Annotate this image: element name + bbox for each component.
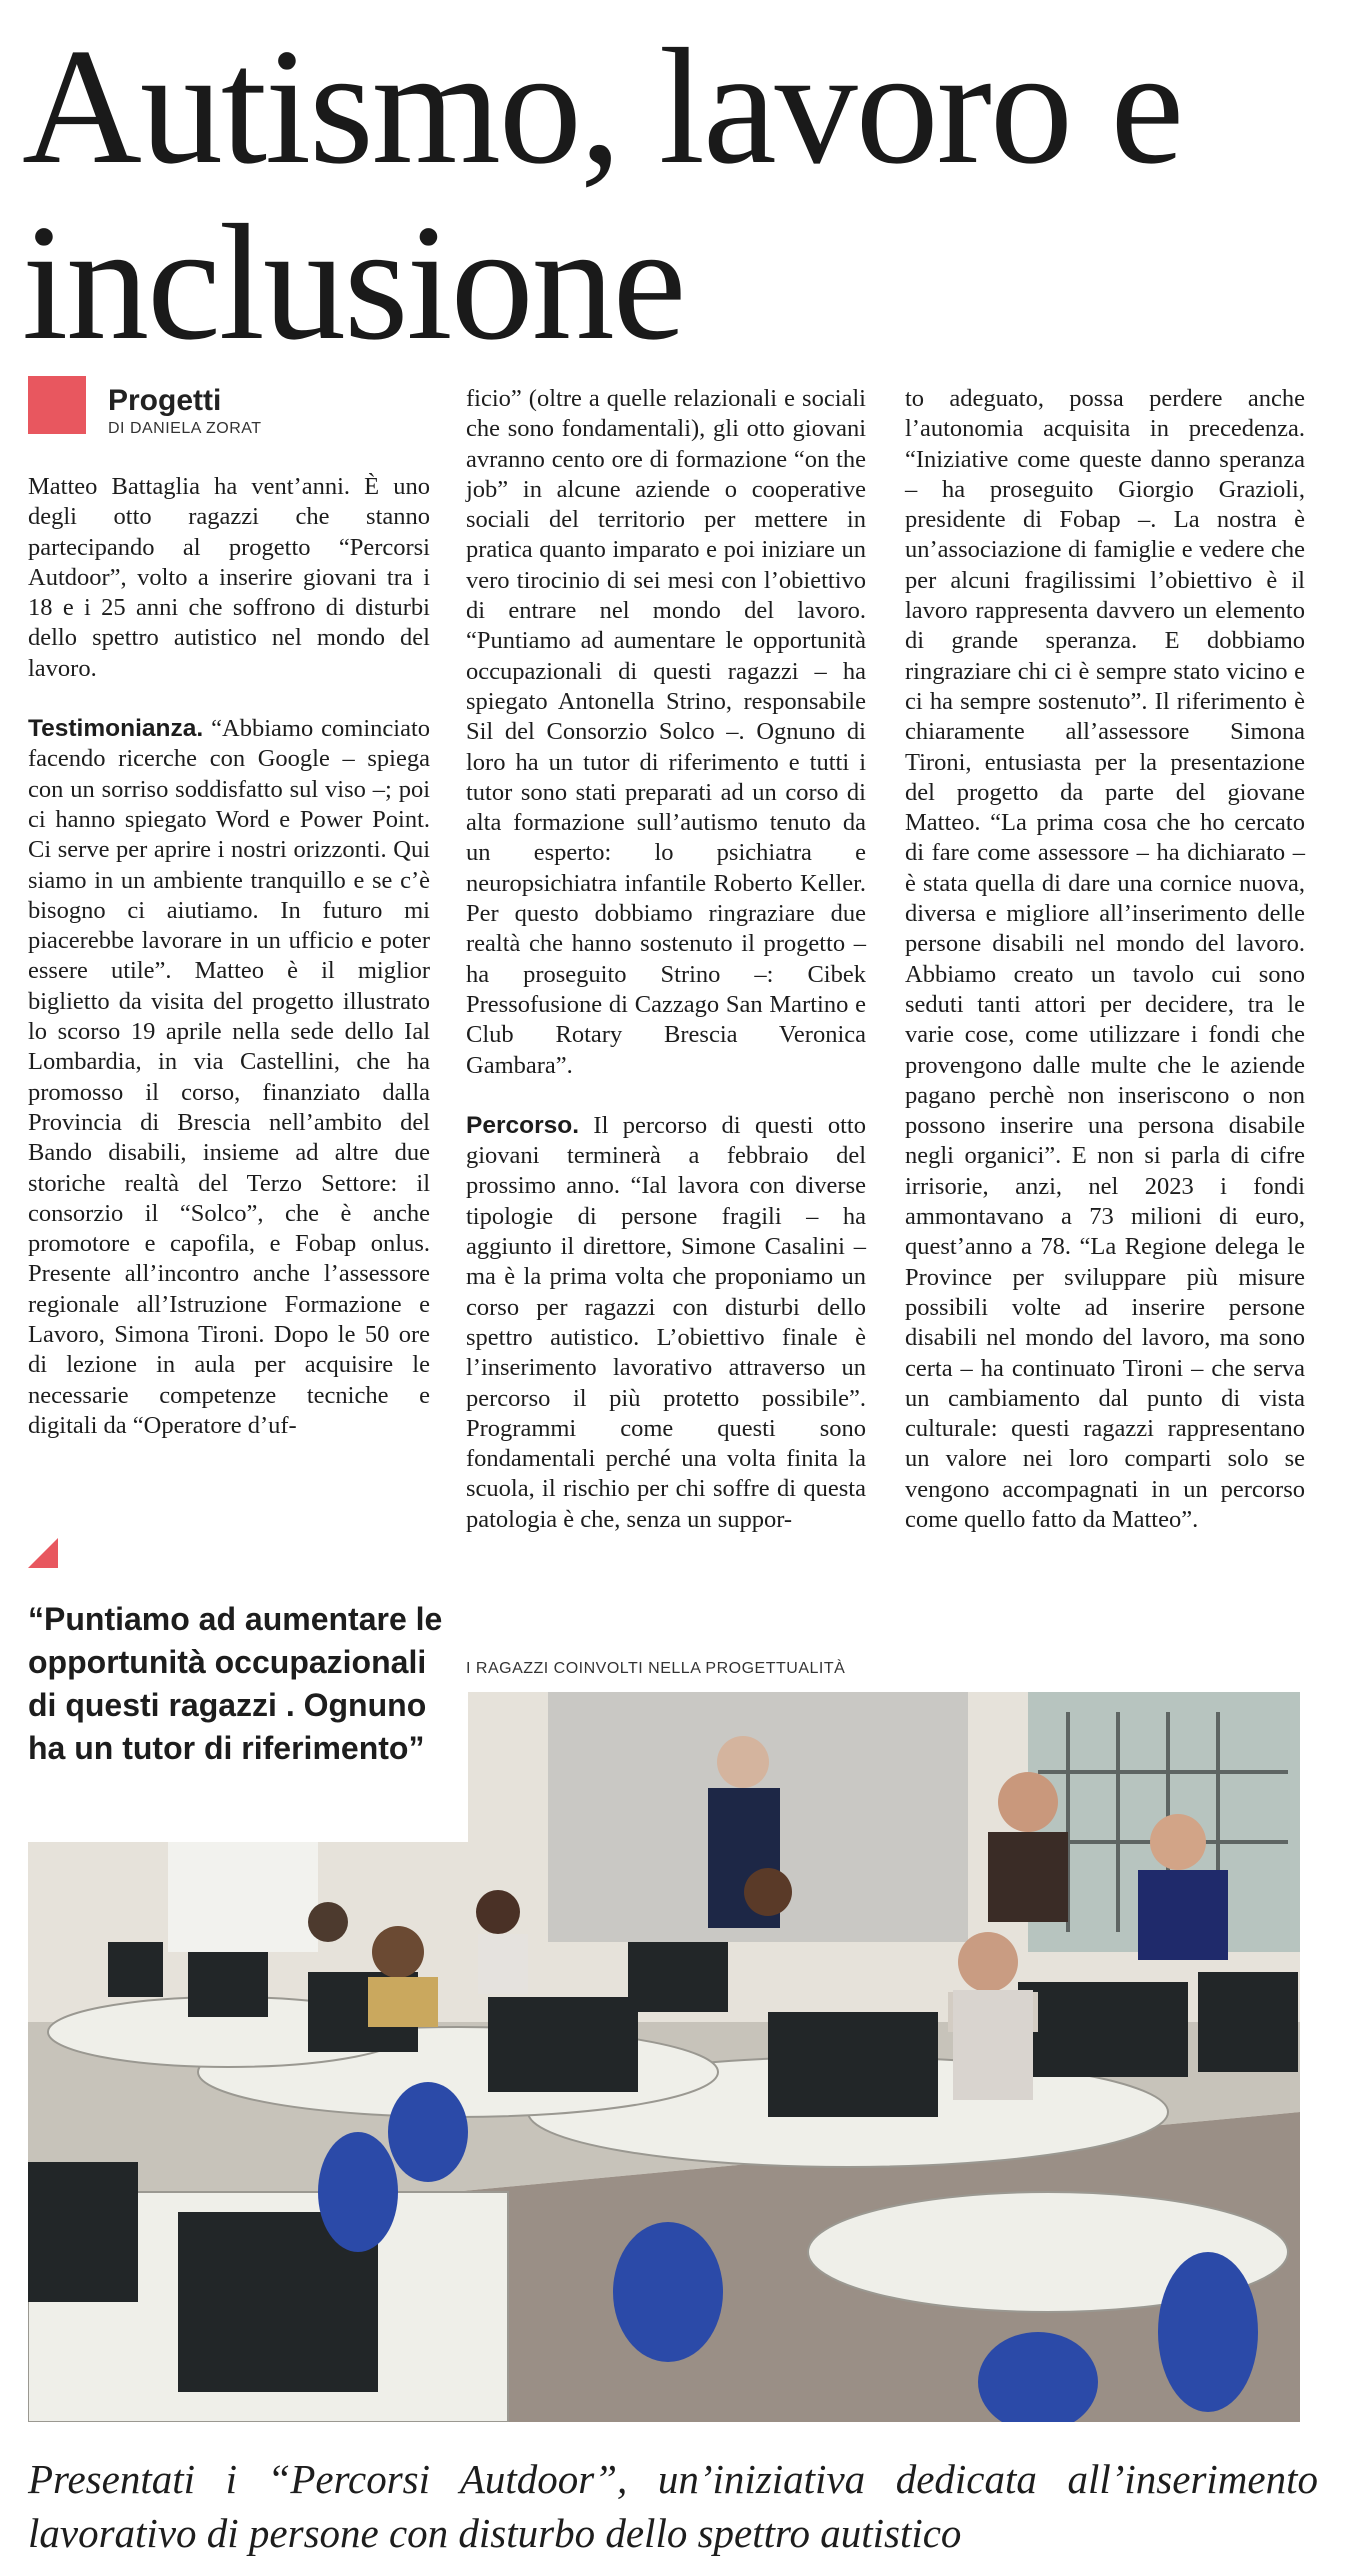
photo-caption: I RAGAZZI COINVOLTI NELLA PROGETTUALITÀ bbox=[466, 1660, 846, 1677]
paragraph: ficio” (oltre a quelle relazionali e sociali che sono fondamentali), gli otto giovani avranno cento ore di formazione “on the job” in alcune aziende o cooperative sociali del territorio per mettere in pratica quanto imparato e poi iniziare un vero tirocinio di sei mesi con l’obiettivo di entrare nel mondo del lavoro. “Puntiamo ad aumentare le opportunità occupazionali di questi ragazzi – ha spiegato Antonella Strino, responsabile Sil del Consorzio Solco –. Ognuno di loro ha un tutor di riferimento e tutti i tutor sono stati preparati ad un corso di alta formazione sull’autismo tenuto da un esperto: lo psichiatra e neuropsichiatra infantile Roberto Keller. Per questo dobbiamo ringraziare due realtà che hanno sostenuto il progetto – ha proseguito Strino –: Cibek Pressofusione di Cazzago San Martino e Club Rotary Brescia Veronica Gambara”. bbox=[466, 385, 866, 1079]
section-label: Progetti bbox=[108, 384, 222, 417]
byline: DI DANIELA ZORAT bbox=[108, 420, 262, 437]
paragraph-lead: Testimonianza. bbox=[28, 715, 204, 743]
headline: Autismo, lavoro e inclusione bbox=[22, 14, 1183, 374]
paragraph bbox=[466, 1111, 866, 1535]
pull-quote: “Puntiamo ad aumentare le opportunità occupazionali di questi ragazzi . Ognuno ha un tutor di riferimento” bbox=[28, 1601, 443, 1766]
paragraph: Matteo Battaglia ha vent’anni. È uno degli otto ragazzi che stanno partecipando al progetto “Percorsi Autdoor”, volto a inserire giovani tra i 18 e i 25 anni che soffrono di disturbi dello spettro autistico nel mondo del lavoro. bbox=[28, 473, 430, 682]
section-marker bbox=[28, 376, 86, 434]
paragraph-text: Il percorso di questi otto giovani terminerà a febbraio del prossimo anno. “Ial lavora con diverse tipologie di persone fragili – ha aggiunto il direttore, Simone Casalini – ma è la prima volta che proponiamo un corso per ragazzi con disturbi dello spettro autistico. L’obiettivo finale è l’inserimento lavorativo attraverso un percorso il più protetto possibile”. Programmi come questi sono fondamentali perché una volta finita la scuola, il rischio per chi soffre di questa patologia è che, senza un suppor- bbox=[466, 1111, 866, 1533]
paragraph: to adeguato, possa perdere anche l’autonomia acquisita in precedenza. “Iniziative come queste danno speranza – ha proseguito Giorgio Grazioli, presidente di Fobap –. La nostra è un’associazione di famiglie e vedere che per alcuni fragilissimi l’obiettivo è il lavoro rappresenta davvero un elemento di grande speranza. E dobbiamo ringraziare chi ci è sempre stato vicino e ci ha sempre sostenuto”. Il riferimento è chiaramente all’assessore Simona Tironi, entusiasta per la presentazione del progetto da parte del giovane Matteo. “La prima cosa che ho cercato di fare come assessore – ha dichiarato – è stata quella di dare una cornice nuova, diversa e migliore all’inserimento delle persone disabili nel mondo del lavoro. Abbiamo creato un tavolo cui sono seduti tanti attori per decidere, tra le varie cose, come utilizzare i fondi che provengono dalle multe che le aziende pagano perchè non inseriscono o non possono inserire una persona disabile negli organici”. E non si parla di cifre irrisorie, anzi, nel 2023 i fondi ammontavano a 73 milioni di euro, quest’anno a 78. “La Regione delega le Province per sviluppare più misure possibili volte ad inserire persone disabili nel mondo del lavoro, ma sono certa – ha continuato Tironi – che serva un cambiamento dal punto di vista culturale: questi ragazzi rappresentano un valore nei loro comparti solo se vengono accompagnati in un percorso come quello fatto da Matteo”. bbox=[905, 385, 1305, 1533]
article-column-1 bbox=[28, 472, 430, 1441]
paragraph-lead: Percorso. bbox=[466, 1111, 580, 1139]
article-column-3 bbox=[905, 384, 1305, 1535]
article-column-2 bbox=[466, 384, 866, 1535]
paragraph-text: “Abbiamo cominciato facendo ricerche con Google – spiega con un sorriso soddisfatto sul viso –; poi ci hanno spiegato Word e Power Point. Ci serve per aprire i nostri orizzonti. Qui siamo in un ambiente tranquillo e se c’è bisogno ci aiutiamo. In futuro mi piacerebbe lavorare in un ufficio e poter essere utile”. Matteo è il miglior biglietto da visita del progetto illustrato lo scorso 19 aprile nella sede dello Ial Lombardia, in via Castellini, che ha promosso il corso, finanziato dalla Provincia di Brescia nell’ambito del Bando disabili, insieme ad altre due storiche realtà del Terzo Settore: il consorzio il “Solco”, che è anche promotore e capofila, e Fobap onlus. Presente all’incontro anche l’assessore regionale all’Istruzione Formazione e Lavoro, Simona Tironi. Dopo le 50 ore di lezione in aula per acquisire le necessarie competenze tecniche e digitali da “Operatore d’uf- bbox=[28, 715, 430, 1439]
paragraph bbox=[28, 714, 430, 1441]
subheadline: Presentati i “Percorsi Autdoor”, un’iniziativa dedicata all’inserimento lavorativo di persone con disturbo dello spettro autistico bbox=[28, 2456, 1318, 2556]
quote-marker-icon bbox=[28, 1538, 58, 1568]
